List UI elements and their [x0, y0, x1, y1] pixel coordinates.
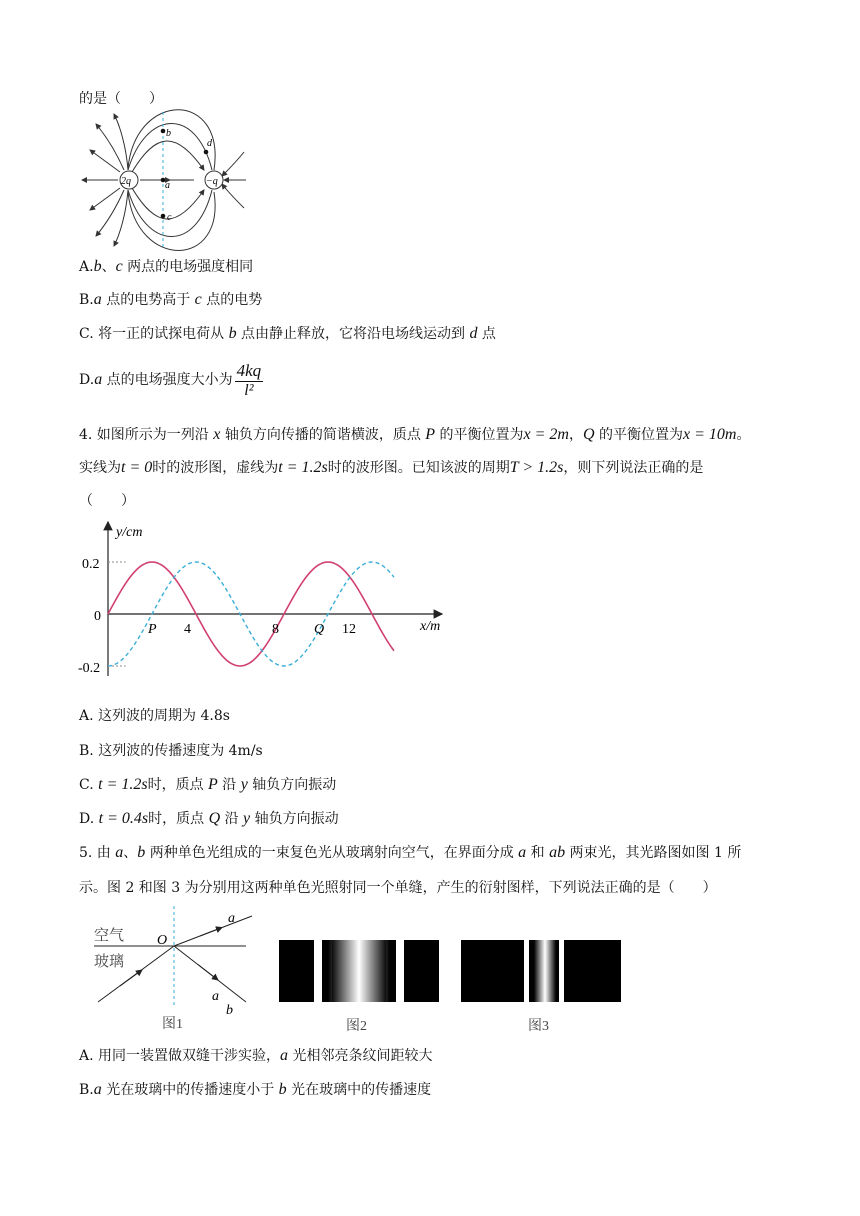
point-P-label: P [148, 622, 157, 637]
y-axis-label: y/cm [116, 525, 143, 540]
x-tick-12: 12 [342, 622, 356, 637]
figure3-caption: 图3 [528, 1019, 549, 1034]
q5-option-a: A. 用同一装置做双缝干涉实验，a 光相邻亮条纹间距较大 [79, 1047, 433, 1064]
ray-a-top-label: a [228, 911, 235, 926]
figure2-caption: 图2 [346, 1019, 367, 1034]
q3-option-c: C. 将一正的试探电荷从 b 点由静止释放，它将沿电场线运动到 d 点 [79, 325, 496, 342]
q4-wave-graph [76, 516, 456, 686]
point-b-label: b [166, 128, 171, 139]
figure1-caption: 图1 [162, 1017, 183, 1032]
q4-option-d: D. t = 0.4s时，质点 Q 沿 y 轴负方向振动 [79, 810, 339, 827]
q3-option-b: B.a 点的电势高于 c 点的电势 [79, 291, 263, 308]
q5-option-b: B.a 光在玻璃中的传播速度小于 b 光在玻璃中的传播速度 [79, 1081, 432, 1098]
q4-stem-line1: 4. 如图所示为一列沿 x 轴负方向传播的简谐横波，质点 P 的平衡位置为x = 2m，Q 的平衡位置为x = 10m。 [79, 426, 751, 443]
q5-figure2-diffraction [276, 938, 442, 1034]
x-tick-4: 4 [184, 622, 191, 637]
y-tick-minus-0.2: -0.2 [78, 661, 101, 676]
q4-option-c: C. t = 1.2s时，质点 P 沿 y 轴负方向振动 [79, 776, 337, 793]
y-tick-0.2: 0.2 [82, 557, 100, 572]
q3-stem-tail: 的是（ ） [79, 91, 163, 107]
glass-label: 玻璃 [94, 954, 125, 970]
q4-option-b: B. 这列波的传播速度为 4m/s [79, 743, 263, 759]
q5-stem-line1: 5. 由 a、b 两种单色光组成的一束复色光从玻璃射向空气，在界面分成 a 和 ab 两束光，其光路图如图 1 所 [79, 844, 742, 861]
q3-option-a: A.b、c 两点的电场强度相同 [79, 258, 254, 275]
point-d-label: d [207, 138, 212, 149]
point-a-label: a [165, 180, 170, 191]
q5-stem-line2: 示。图 2 和图 3 为分别用这两种单色光照射同一个单缝，产生的衍射图样，下列说法正确的是（ ） [79, 880, 717, 896]
ray-a-bottom-label: a [212, 989, 219, 1004]
y-tick-0: 0 [94, 609, 101, 624]
q5-figure3-diffraction [458, 938, 624, 1034]
charge-2q-label: 2q [121, 176, 131, 187]
air-label: 空气 [94, 928, 125, 944]
x-axis-label: x/m [420, 619, 441, 634]
ray-b-bottom-label: b [226, 1003, 233, 1018]
fraction-4kq-over-l2: $\frac{4kq}{\text{l²}}$ [236, 360, 262, 399]
q4-stem-line2: 实线为t = 0时的波形图，虚线为t = 1.2s时的波形图。已知该波的周期T > 1.2s，则下列说法正确的是 [79, 459, 704, 476]
q4-option-a: A. 这列波的周期为 4.8s [79, 708, 230, 724]
charge-minus-q-label: −q [206, 176, 218, 187]
point-c-label: c [167, 212, 172, 223]
q4-stem-line3: （ ） [79, 493, 135, 509]
point-O-label: O [157, 933, 168, 948]
q3-field-diagram [76, 112, 252, 248]
q5-figure1-light-path [80, 906, 260, 1036]
q3-option-d: D.a 点的电场强度大小为 $\frac{4kq}{\text{l²}}$ [79, 360, 262, 399]
x-tick-8: 8 [272, 622, 279, 637]
point-Q-label: Q [314, 622, 325, 637]
